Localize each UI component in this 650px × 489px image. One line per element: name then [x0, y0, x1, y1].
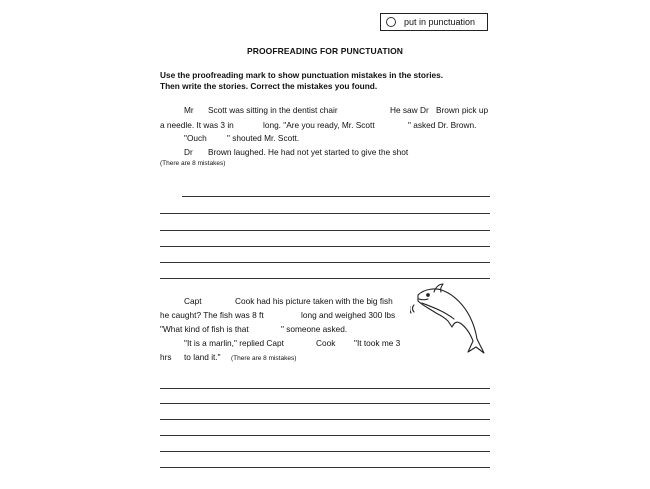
story1-text: Brown laughed. He had not yet started to give the shot [208, 147, 409, 157]
writing-line [160, 403, 490, 404]
writing-line [160, 246, 490, 247]
writing-line [160, 262, 490, 263]
story1-text: Scott was sitting in the dentist chair [208, 105, 338, 115]
legend-label: put in punctuation [404, 17, 476, 27]
instructions-line-1: Use the proofreading mark to show punctuation mistakes in the stories. [160, 70, 444, 80]
writing-line [160, 230, 490, 231]
story1-text: Brown pick up [436, 105, 489, 115]
writing-line [160, 388, 490, 389]
story2-mistake-note: (There are 8 mistakes) [231, 355, 297, 362]
story1-text: " asked Dr. Brown. [408, 120, 477, 130]
legend-box [380, 13, 488, 31]
story1-text: "Ouch [184, 133, 207, 143]
circle-icon [386, 17, 396, 27]
worksheet-title: PROOFREADING FOR PUNCTUATION [246, 46, 404, 56]
instructions [160, 70, 490, 92]
story2-text: "It took me 3 [354, 338, 401, 348]
story2-text: "What kind of fish is that [160, 324, 249, 334]
story1-mistake-note: (There are 8 mistakes) [160, 160, 226, 167]
story1-text: a needle. It was 3 in [160, 120, 234, 130]
story1-text: " shouted Mr. Scott. [227, 133, 300, 143]
story1-text: long. "Are you ready, Mr. Scott [263, 120, 375, 130]
instructions-line-2: Then write the stories. Correct the mistakes you found. [160, 81, 378, 91]
story2-text: hrs [160, 352, 172, 362]
writing-line [160, 278, 490, 279]
story2-text: he caught? The fish was 8 ft [160, 310, 264, 320]
story2-text: Cook had his picture taken with the big fish [235, 296, 393, 306]
story1-text: Dr [184, 147, 193, 157]
writing-line [160, 435, 490, 436]
story2-text: " someone asked. [281, 324, 348, 334]
story2-text: Capt [184, 296, 202, 306]
story2-text: to land it." [184, 352, 221, 362]
writing-line [182, 196, 490, 197]
writing-line [160, 451, 490, 452]
story2-text: Cook [316, 338, 336, 348]
writing-line [160, 467, 490, 468]
story2-text: long and weighed 300 lbs [301, 310, 396, 320]
writing-line [160, 419, 490, 420]
story2-text: "It is a marlin," replied Capt [184, 338, 284, 348]
story1-text: He saw Dr [390, 105, 429, 115]
dolphin-illustration [410, 283, 494, 357]
writing-line [160, 213, 490, 214]
story1-text: Mr [184, 105, 194, 115]
